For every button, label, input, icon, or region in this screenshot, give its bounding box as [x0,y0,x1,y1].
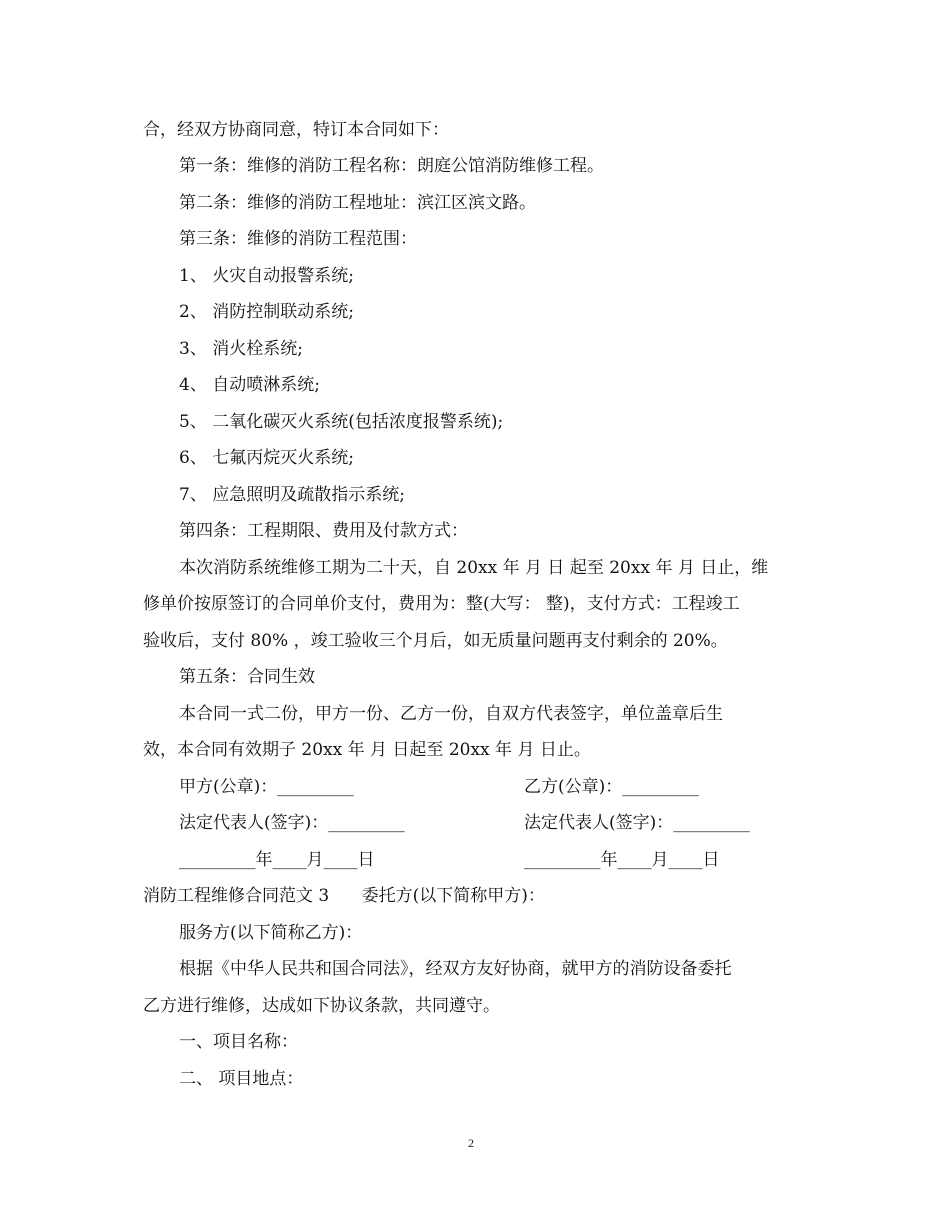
party-b-seal-line: 乙方(公章)：_________ [524,777,699,797]
party-a-representative-line: 法定代表人(签字)：_________ [179,813,405,833]
list-item: 2、 消防控制联动系统; [179,302,354,322]
text-line: 消防工程维修合同范文 3 委托方(以下简称甲方)： [143,886,545,906]
text-line: 二、 项目地点： [179,1069,304,1089]
text-line: 验收后，支付 80% ，竣工验收三个月后，如无质量问题再支付剩余的 20%。 [143,631,728,651]
text-line: 乙方进行维修，达成如下协议条款，共同遵守。 [143,996,500,1016]
text-line: 第四条：工程期限、费用及付款方式： [179,521,468,541]
text-line: 第五条：合同生效 [179,667,315,687]
text-line: 合，经双方协商同意，特订本合同如下： [143,120,449,140]
text-line: 一、项目名称： [179,1032,298,1052]
party-a-seal-line: 甲方(公章)：_________ [179,777,354,797]
text-line: 第三条：维修的消防工程范围： [179,229,417,249]
text-line: 本次消防系统维修工期为二十天，自 20xx 年 月 日 起至 20xx 年 月 日止，维 [179,558,769,578]
text-line: 修单价按原签订的合同单价支付，费用为：整(大写： 整)，支付方式：工程竣工 [143,594,740,614]
list-item: 1、 火灾自动报警系统; [179,266,354,286]
text-line: 第一条：维修的消防工程名称：朗庭公馆消防维修工程。 [179,156,604,176]
list-item: 6、 七氟丙烷灭火系统; [179,448,354,468]
text-line: 效，本合同有效期子 20xx 年 月 日起至 20xx 年 月 日止。 [143,740,591,760]
text-line: 第二条：维修的消防工程地址：滨江区滨文路。 [179,193,536,213]
party-b-representative-line: 法定代表人(签字)：_________ [524,813,750,833]
text-line: 本合同一式二份，甲方一份、乙方一份，自双方代表签字，单位盖章后生 [179,704,723,724]
text-line: 服务方(以下简称乙方)： [179,923,363,943]
list-item: 4、 自动喷淋系统; [179,375,320,395]
list-item: 5、 二氧化碳灭火系统(包括浓度报警系统); [179,412,504,432]
text-line: 根据《中华人民共和国合同法》，经双方友好协商，就甲方的消防设备委托 [179,959,732,979]
party-b-date-line: _________年____月____日 [524,850,720,870]
page-number: 2 [468,1136,474,1150]
list-item: 7、 应急照明及疏散指示系统; [179,485,405,505]
party-a-date-line: _________年____月____日 [179,850,375,870]
list-item: 3、 消火栓系统; [179,339,303,359]
